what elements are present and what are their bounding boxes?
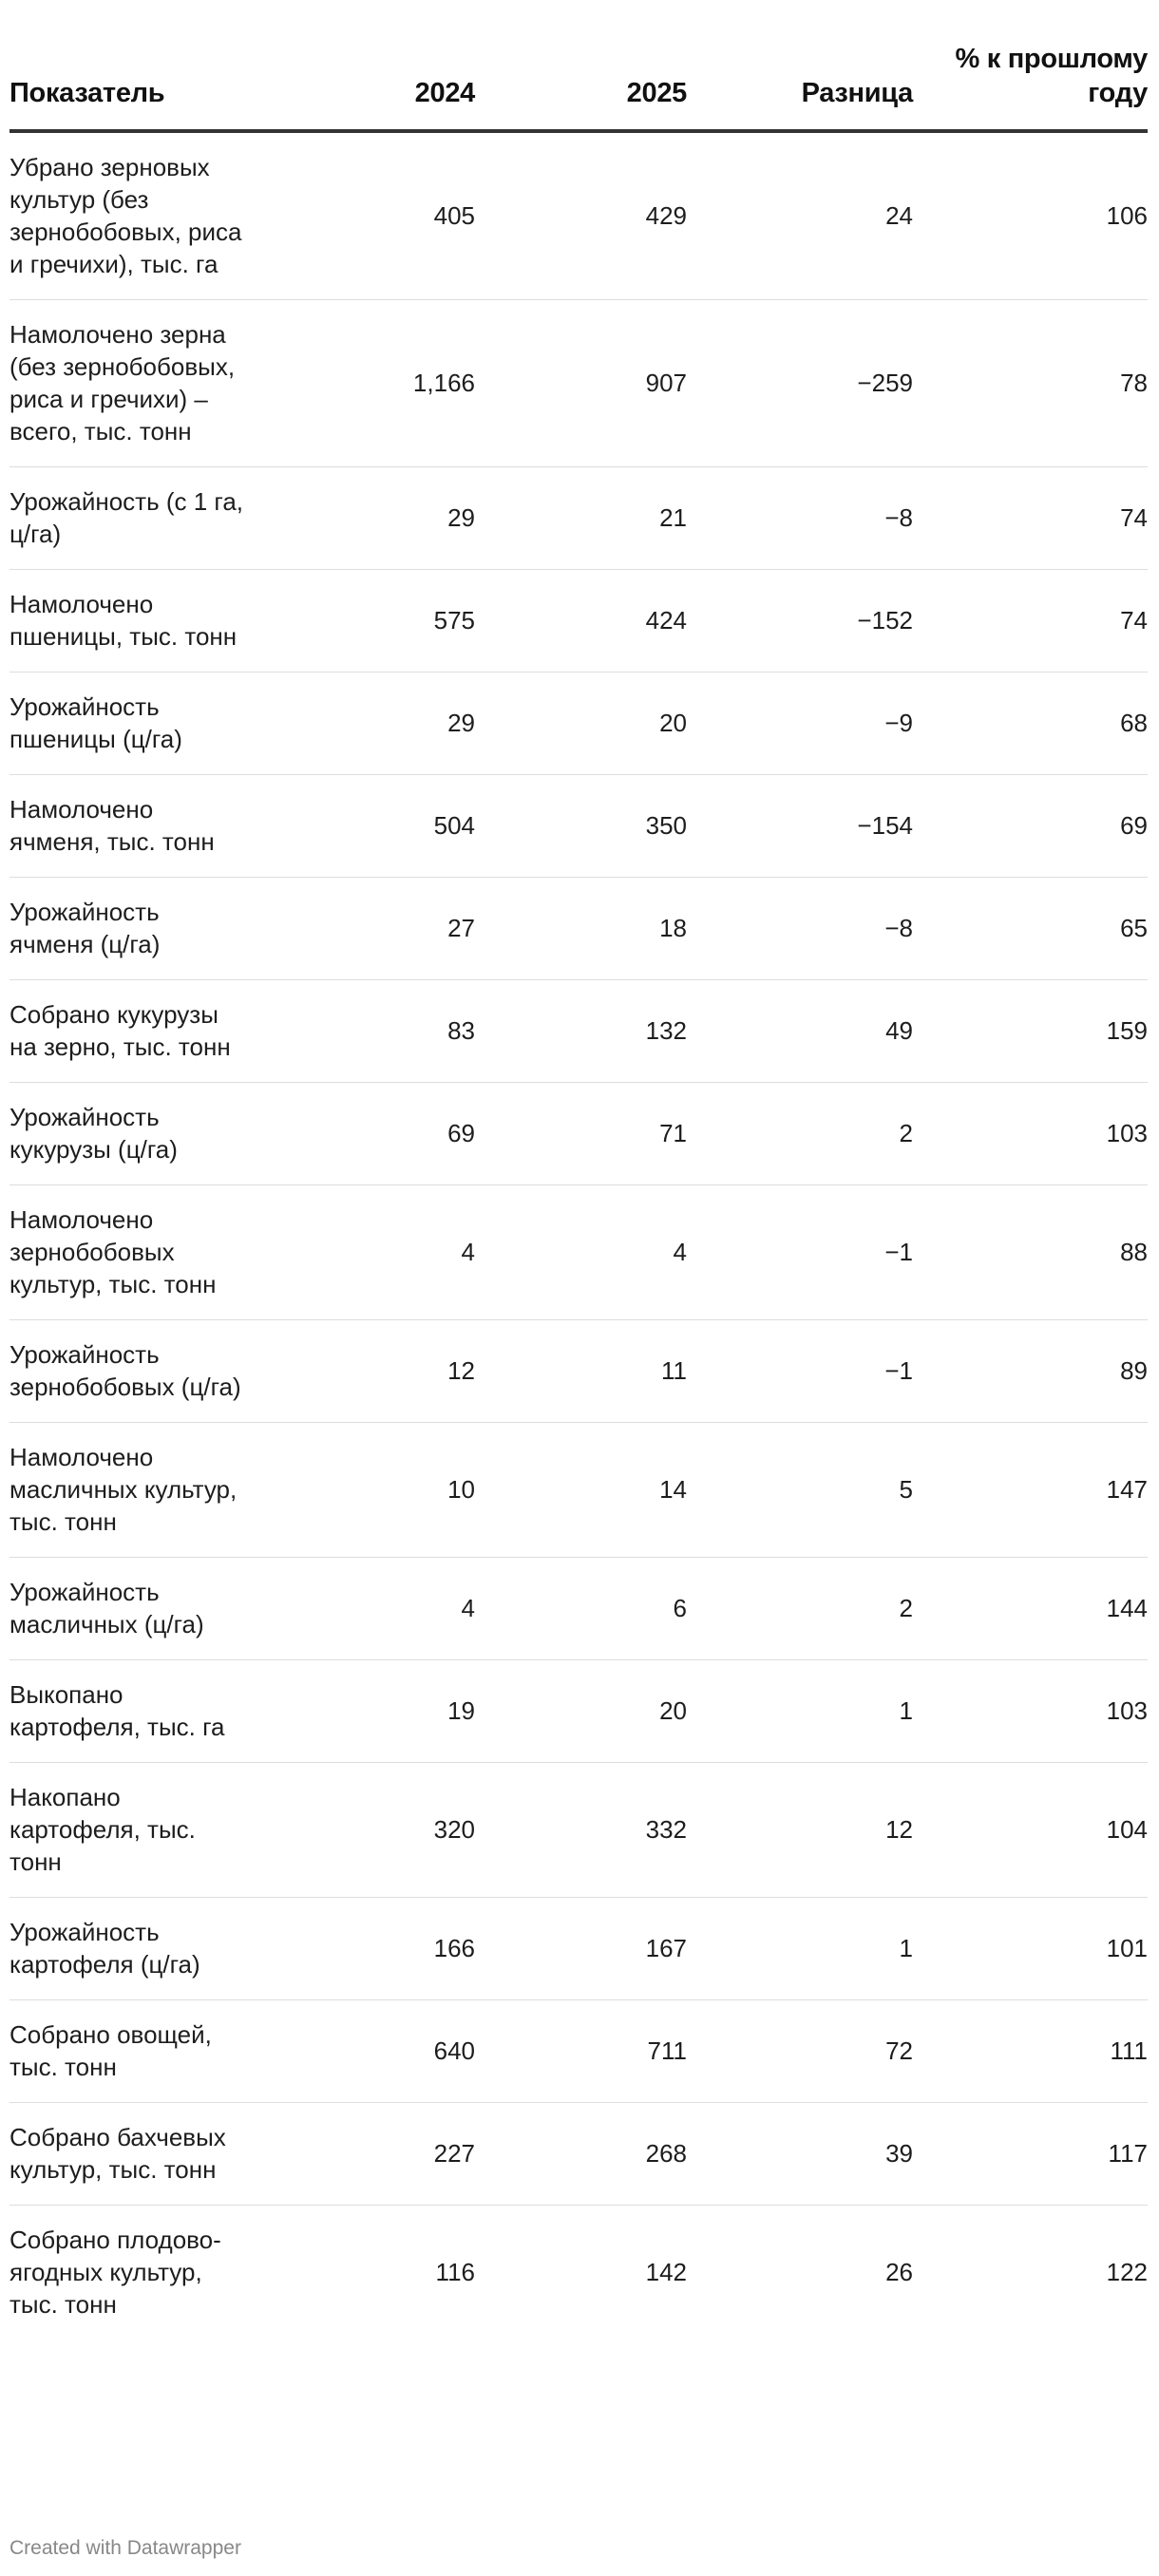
value-percent: 101 bbox=[913, 1898, 1148, 2000]
row-label: Намолочено зернобобовых культур, тыс. тонн bbox=[10, 1185, 256, 1320]
value-2024: 83 bbox=[256, 980, 475, 1083]
value-2024: 1,166 bbox=[256, 300, 475, 467]
table-row bbox=[10, 1185, 1148, 1320]
value-2025: 4 bbox=[475, 1185, 687, 1320]
table-row bbox=[10, 1083, 1148, 1185]
table-row bbox=[10, 672, 1148, 775]
row-label: Накопано картофеля, тыс. тонн bbox=[10, 1763, 256, 1898]
value-percent: 111 bbox=[913, 2000, 1148, 2103]
table-row bbox=[10, 2103, 1148, 2206]
value-percent: 89 bbox=[913, 1320, 1148, 1423]
value-2025: 71 bbox=[475, 1083, 687, 1185]
column-header-2025: 2025 bbox=[475, 42, 687, 131]
value-difference: 5 bbox=[687, 1423, 913, 1558]
value-2025: 18 bbox=[475, 878, 687, 980]
value-2024: 166 bbox=[256, 1898, 475, 2000]
value-percent: 106 bbox=[913, 131, 1148, 300]
value-2024: 504 bbox=[256, 775, 475, 878]
table-row bbox=[10, 1763, 1148, 1898]
value-2025: 907 bbox=[475, 300, 687, 467]
row-label: Собрано кукурузы на зерно, тыс. тонн bbox=[10, 980, 256, 1083]
value-2025: 20 bbox=[475, 1660, 687, 1763]
value-2024: 4 bbox=[256, 1558, 475, 1660]
value-2025: 167 bbox=[475, 1898, 687, 2000]
value-difference: 49 bbox=[687, 980, 913, 1083]
value-2025: 350 bbox=[475, 775, 687, 878]
row-label: Выкопано картофеля, тыс. га bbox=[10, 1660, 256, 1763]
table-row bbox=[10, 1320, 1148, 1423]
row-label: Урожайность кукурузы (ц/га) bbox=[10, 1083, 256, 1185]
header-row bbox=[10, 42, 1148, 131]
value-2024: 320 bbox=[256, 1763, 475, 1898]
table-row bbox=[10, 2000, 1148, 2103]
value-percent: 104 bbox=[913, 1763, 1148, 1898]
value-2025: 14 bbox=[475, 1423, 687, 1558]
value-percent: 103 bbox=[913, 1660, 1148, 1763]
value-2025: 429 bbox=[475, 131, 687, 300]
datawrapper-credit: Created with Datawrapper bbox=[10, 2537, 241, 2559]
value-difference: −8 bbox=[687, 467, 913, 570]
value-2024: 29 bbox=[256, 467, 475, 570]
value-2024: 27 bbox=[256, 878, 475, 980]
table-row bbox=[10, 980, 1148, 1083]
value-percent: 74 bbox=[913, 467, 1148, 570]
value-percent: 117 bbox=[913, 2103, 1148, 2206]
row-label: Намолочено ячменя, тыс. тонн bbox=[10, 775, 256, 878]
value-2025: 332 bbox=[475, 1763, 687, 1898]
row-label: Собрано овощей, тыс. тонн bbox=[10, 2000, 256, 2103]
value-2024: 575 bbox=[256, 570, 475, 672]
value-2025: 20 bbox=[475, 672, 687, 775]
value-difference: 12 bbox=[687, 1763, 913, 1898]
table-row bbox=[10, 1898, 1148, 2000]
value-difference: 1 bbox=[687, 1898, 913, 2000]
row-label: Собрано бахчевых культур, тыс. тонн bbox=[10, 2103, 256, 2206]
value-percent: 144 bbox=[913, 1558, 1148, 1660]
table-row bbox=[10, 131, 1148, 300]
value-2025: 268 bbox=[475, 2103, 687, 2206]
value-2024: 640 bbox=[256, 2000, 475, 2103]
value-percent: 88 bbox=[913, 1185, 1148, 1320]
row-label: Намолочено масличных культур, тыс. тонн bbox=[10, 1423, 256, 1558]
column-header-percent-previous-year: % к прошлому году bbox=[913, 42, 1148, 131]
value-difference: 24 bbox=[687, 131, 913, 300]
row-label: Убрано зерновых культур (без зернобобовых, риса и гречихи), тыс. га bbox=[10, 131, 256, 300]
row-label: Урожайность ячменя (ц/га) bbox=[10, 878, 256, 980]
value-difference: −8 bbox=[687, 878, 913, 980]
column-header-indicator: Показатель bbox=[10, 42, 256, 131]
value-percent: 103 bbox=[913, 1083, 1148, 1185]
value-percent: 78 bbox=[913, 300, 1148, 467]
table-row bbox=[10, 878, 1148, 980]
value-2024: 405 bbox=[256, 131, 475, 300]
value-2024: 116 bbox=[435, 2258, 475, 2286]
table-row bbox=[10, 300, 1148, 467]
table-row bbox=[10, 570, 1148, 672]
value-difference: −259 bbox=[687, 300, 913, 467]
row-label: Собрано плодово-ягодных культур, тыс. тонн bbox=[10, 2226, 221, 2319]
table-row bbox=[10, 1423, 1148, 1558]
value-difference: −152 bbox=[687, 570, 913, 672]
row-label: Намолочено зерна (без зернобобовых, риса и гречихи) – всего, тыс. тонн bbox=[10, 300, 256, 467]
value-percent: 147 bbox=[913, 1423, 1148, 1558]
value-2024: 12 bbox=[256, 1320, 475, 1423]
value-difference: 26 bbox=[885, 2258, 913, 2286]
value-percent: 69 bbox=[913, 775, 1148, 878]
value-2025: 6 bbox=[475, 1558, 687, 1660]
table-row bbox=[10, 2206, 1148, 2340]
value-2025: 21 bbox=[475, 467, 687, 570]
row-label: Урожайность пшеницы (ц/га) bbox=[10, 672, 256, 775]
row-label: Намолочено пшеницы, тыс. тонн bbox=[10, 570, 256, 672]
value-2025: 424 bbox=[475, 570, 687, 672]
table-row bbox=[10, 775, 1148, 878]
column-header-2024: 2024 bbox=[256, 42, 475, 131]
value-2024: 29 bbox=[256, 672, 475, 775]
data-table bbox=[10, 42, 1148, 2339]
value-2024: 227 bbox=[256, 2103, 475, 2206]
value-difference: 1 bbox=[687, 1660, 913, 1763]
row-label: Урожайность картофеля (ц/га) bbox=[10, 1898, 256, 2000]
value-difference: 39 bbox=[687, 2103, 913, 2206]
column-header-difference: Разница bbox=[687, 42, 913, 131]
table-header bbox=[10, 42, 1148, 131]
value-2024: 19 bbox=[256, 1660, 475, 1763]
row-label: Урожайность зернобобовых (ц/га) bbox=[10, 1320, 256, 1423]
value-2025: 132 bbox=[475, 980, 687, 1083]
table-row bbox=[10, 1660, 1148, 1763]
value-difference: 72 bbox=[687, 2000, 913, 2103]
value-percent: 159 bbox=[913, 980, 1148, 1083]
value-difference: −154 bbox=[687, 775, 913, 878]
table-row bbox=[10, 1558, 1148, 1660]
value-2024: 10 bbox=[256, 1423, 475, 1558]
value-percent: 122 bbox=[1106, 2258, 1148, 2286]
table-row bbox=[10, 467, 1148, 570]
value-percent: 65 bbox=[913, 878, 1148, 980]
table-body bbox=[10, 131, 1148, 2339]
row-label: Урожайность масличных (ц/га) bbox=[10, 1558, 256, 1660]
value-difference: −1 bbox=[687, 1320, 913, 1423]
row-label: Урожайность (с 1 га, ц/га) bbox=[10, 467, 256, 570]
value-percent: 68 bbox=[913, 672, 1148, 775]
value-percent: 74 bbox=[913, 570, 1148, 672]
value-2025: 11 bbox=[475, 1320, 687, 1423]
value-difference: −9 bbox=[687, 672, 913, 775]
value-2025: 142 bbox=[645, 2258, 687, 2286]
value-2024: 4 bbox=[256, 1185, 475, 1320]
value-2025: 711 bbox=[475, 2000, 687, 2103]
value-difference: −1 bbox=[687, 1185, 913, 1320]
value-2024: 69 bbox=[256, 1083, 475, 1185]
value-difference: 2 bbox=[687, 1083, 913, 1185]
value-difference: 2 bbox=[687, 1558, 913, 1660]
